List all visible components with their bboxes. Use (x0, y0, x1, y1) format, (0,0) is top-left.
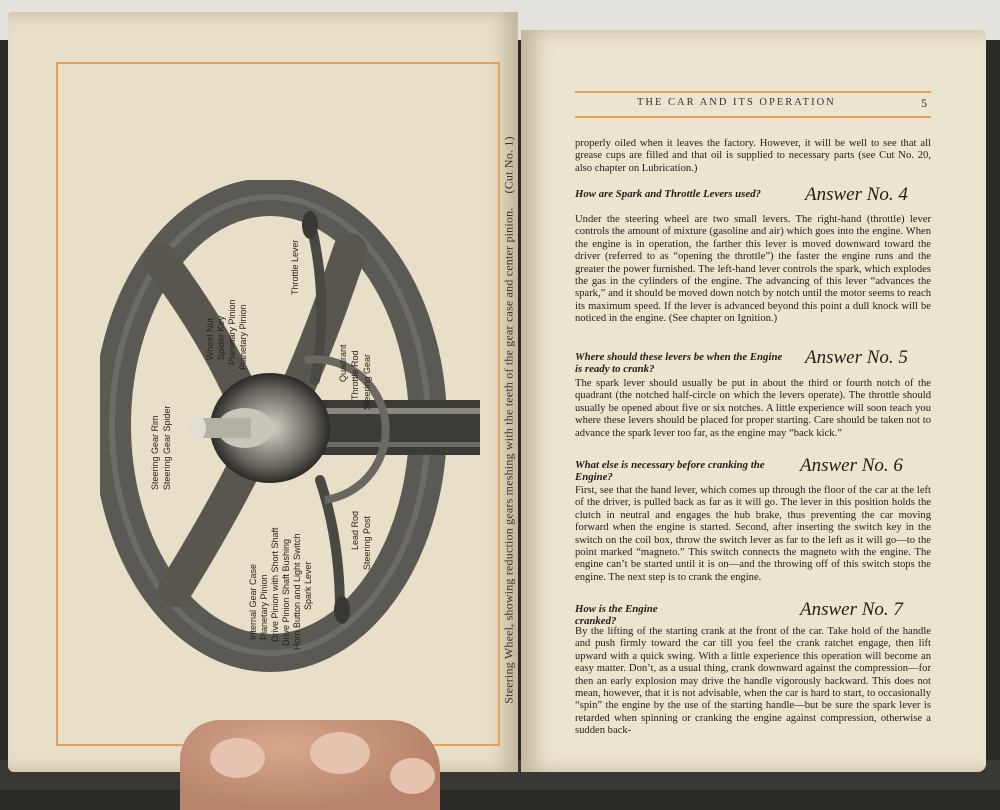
figure-caption (502, 136, 517, 703)
running-head-title: THE CAR AND ITS OPERATION (637, 97, 836, 108)
intro-paragraph: properly oiled when it leaves the factory. However, it will be well to see that all grease cups are filled and that oil is supplied to necessary parts (see Cut No. 20, also chapter on Lubrication.) (575, 138, 931, 174)
header-rule-top (575, 91, 931, 93)
running-head (575, 97, 931, 113)
label-steering-gear-spider: Steering Gear Spider (162, 405, 172, 490)
label-drive-pinion-short-shaft: Drive Pinion with Short Shaft (270, 527, 280, 642)
label-planetary-pinion-2: Planetary Pinion (238, 304, 248, 370)
question-7: How is the Engine cranked? (575, 603, 658, 627)
answer-label-5: Answer No. 5 (805, 347, 908, 368)
answer-body-4: Under the steering wheel are two small levers. The right-hand (throttle) lever controls the amount of mixture (gasoline and air) which goes into the engine. When the engine is in operation, the farther this lever is moved downward toward the driver (referred to as “opening the throttle”) the faster the engine runs and the greater the power furnished. The left-hand lever controls the spark, which explodes the gas in the cylinders of the engine. The advancing of this lever “advances the spark,” and it should be moved down notch by notch until the motor seems to reach its maximum speed. If the lever is advanced beyond this point a dull knock will be noticed in the engine. (See chapter on Ignition.) (575, 214, 931, 325)
question-5: Where should these levers be when the Engine is ready to crank? (575, 351, 783, 375)
label-horn-button-light-switch: Horn Button and Light Switch (292, 533, 302, 650)
label-internal-gear-case: Internal Gear Case (248, 563, 258, 640)
thumbnail-right (390, 758, 435, 794)
answer-label-4: Answer No. 4 (805, 184, 908, 205)
answer-label-7: Answer No. 7 (800, 599, 903, 620)
answer-body-6: First, see that the hand lever, which comes up through the floor of the car at the left of the driver, is pulled back as far as it will go. The lever in this position holds the clutch in neutral and engages the hub brake, thus preventing the car moving forward when the engine is started. Second, after inserting the switch key in the switch on the coil box, throw the switch lever as far to the left as it will go—to the point marked “magneto.” This switch connects the magneto with the engine. The engine can’t be started until it is on—and the throwing off of this switch stops the engine. The next step is to crank the engine. (575, 485, 931, 583)
label-steering-gear: Steering Gear (362, 353, 372, 410)
answer-body-7: By the lifting of the starting crank at the front of the car. Take hold of the handle and push firmly toward the car till you feel the crank ratchet engage, then lift upward with a quick swing. With a little experience this operation will become an easy matter. Don’t, as a usual thing, crank downward against the compression—for then an early explosion may drive the handle vigorously backward. This does not mean, however, that it is not advisable, when the car is hard to start, to occasionally “spin” the engine by the use of the starting handle—but be sure the spark lever is retarded when spinning or cranking the engine against compression, otherwise a sudden back- (575, 626, 931, 737)
cut-label: (Cut No. 1) (501, 136, 516, 194)
caption-text: Steering Wheel, showing reduction gears meshing with the teeth of the gear case and center pinion. (501, 207, 516, 704)
answer-label-6: Answer No. 6 (800, 455, 903, 476)
page-number: 5 (921, 96, 927, 110)
label-planetary-pinion: Planetary Pinion (227, 299, 237, 365)
label-drive-pinion-shaft-bushing: Drive Pinion Shaft Bushing (281, 538, 291, 646)
label-steering-post: Steering Post (362, 515, 372, 570)
label-steering-gear-rim: Steering Gear Rim (150, 415, 160, 490)
header-rule-bottom (575, 116, 931, 118)
question-4: How are Spark and Throttle Levers used? (575, 188, 761, 200)
label-planetary-pinion-3: Planetary Pinion (259, 574, 269, 640)
thumbnail-left (210, 738, 265, 778)
question-6: What else is necessary before cranking the Engine? (575, 459, 765, 483)
label-lead-rod: Lead Rod (350, 510, 360, 550)
hand-thumbs (180, 720, 440, 810)
answer-body-5: The spark lever should usually be put in about the third or fourth notch of the quadrant (the notched half-circle on which the levers operate). The throttle should usually be opened about five or six notches. A little experience will soon teach you where these levers should be placed for proper starting. Care should be taken not to advance the spark lever too far, as the engine may “back kick.” (575, 378, 931, 439)
label-quadrant: Quadrant (338, 344, 348, 382)
label-throttle-lever: Throttle Lever (290, 239, 300, 295)
label-wheel-nut: Wheel Nut (205, 317, 215, 360)
label-throttle-rod: Throttle Rod (350, 350, 360, 400)
label-spider-key: Spider Key (216, 315, 226, 360)
thumbnail-middle (310, 732, 370, 774)
label-spark-lever: Spark Lever (303, 561, 313, 610)
